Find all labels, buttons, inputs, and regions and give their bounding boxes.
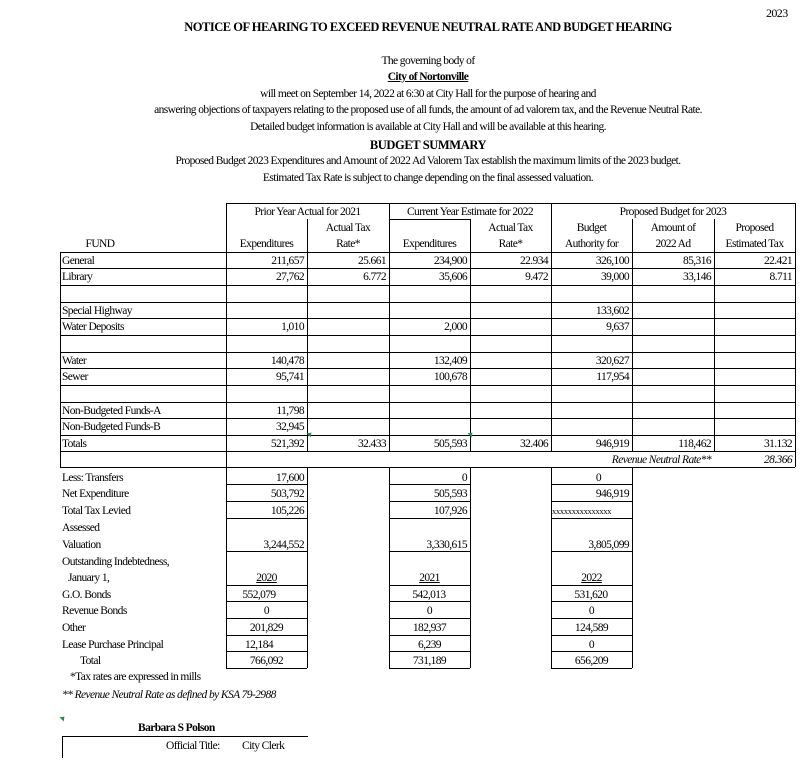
revenue-bonds-cur: 0 bbox=[426, 605, 433, 617]
fund-label-totals: Totals bbox=[62, 438, 87, 450]
label-assessed: Assessed bbox=[62, 522, 100, 534]
header-budget-1: Budget bbox=[576, 222, 607, 234]
january-budget-year: 2022 bbox=[581, 572, 602, 584]
total-cur: 731,189 bbox=[412, 655, 447, 667]
water-deposits-prior-exp: 1,010 bbox=[281, 321, 304, 333]
label-go-bonds: G.O. Bonds bbox=[62, 589, 111, 601]
sewer-cur-exp: 100,678 bbox=[433, 371, 467, 383]
year-corner: 2023 bbox=[766, 6, 788, 20]
january-prior-year: 2020 bbox=[256, 572, 277, 584]
label-net-expenditure: Net Expenditure bbox=[62, 488, 129, 500]
fund-label-water: Water bbox=[62, 355, 87, 367]
other-budget: 124,589 bbox=[574, 622, 609, 634]
january-cur-year: 2021 bbox=[419, 572, 440, 584]
official-title-value: City Clerk bbox=[242, 740, 285, 752]
sewer-prior-exp: 95,741 bbox=[275, 371, 304, 383]
fund-label-non-budgeted-b: Non-Budgeted Funds-B bbox=[62, 421, 161, 433]
valuation-budget: 3,805,099 bbox=[588, 539, 629, 551]
fund-label-special-highway: Special Highway bbox=[62, 305, 132, 317]
valuation-cur: 3,330,615 bbox=[426, 539, 467, 551]
fund-label-library: Library bbox=[62, 271, 93, 283]
header-fund: FUND bbox=[85, 238, 115, 250]
intro-line-4: answering objections of taxpayers relating to the proposed use of all funds, the amount of ad valorem tax, and the Revenue Neutral Rate. bbox=[154, 104, 702, 116]
library-prior-rate: 6.772 bbox=[363, 271, 386, 283]
net-exp-prior: 503,792 bbox=[270, 488, 304, 500]
general-cur-exp: 234,900 bbox=[433, 255, 467, 267]
header-amount-2: 2022 Ad bbox=[655, 238, 691, 250]
totals-amount: 118,462 bbox=[678, 438, 711, 450]
header-current-rate-2: Rate* bbox=[498, 238, 523, 250]
valuation-prior: 3,244,552 bbox=[263, 539, 304, 551]
totals-cur-rate: 32.406 bbox=[519, 438, 548, 450]
header-current-rate-1: Actual Tax bbox=[488, 222, 533, 234]
label-january: January 1, bbox=[68, 572, 110, 584]
general-prior-exp: 211,657 bbox=[271, 255, 304, 267]
nbfa-prior-exp: 11,798 bbox=[276, 405, 304, 417]
totals-prior-rate: 32.433 bbox=[357, 438, 386, 450]
label-valuation: Valuation bbox=[62, 539, 101, 551]
label-total: Total bbox=[80, 655, 101, 667]
fund-label-sewer: Sewer bbox=[62, 371, 88, 383]
revenue-neutral-rate-label: Revenue Neutral Rate** bbox=[611, 454, 711, 466]
label-lease-purchase-principal: Lease Purchase Principal bbox=[62, 639, 164, 651]
label-other: Other bbox=[62, 622, 86, 634]
header-current-year: Current Year Estimate for 2022 bbox=[406, 206, 534, 218]
intro-line-5: Detailed budget information is available at City Hall and will be available at this hearing. bbox=[250, 121, 606, 133]
fund-label-water-deposits: Water Deposits bbox=[62, 321, 124, 333]
total-prior: 766,092 bbox=[249, 655, 284, 667]
net-exp-cur: 505,593 bbox=[433, 488, 467, 500]
header-estimated-1: Proposed bbox=[735, 222, 774, 234]
special-highway-budget: 133,602 bbox=[595, 305, 629, 317]
header-proposed-budget: Proposed Budget for 2023 bbox=[619, 206, 727, 218]
revenue-bonds-budget: 0 bbox=[588, 605, 595, 617]
intro-city: City of Nortonville bbox=[387, 71, 469, 83]
header-prior-rate-2: Rate* bbox=[336, 238, 360, 250]
label-outstanding-indebtedness: Outstanding Indebtedness, bbox=[62, 556, 170, 568]
total-tax-cur: 107,926 bbox=[433, 505, 467, 517]
totals-budget: 946,919 bbox=[595, 438, 629, 450]
intro-line-3: will meet on September 14, 2022 at 6:30 at City Hall for the purpose of hearing and bbox=[260, 88, 596, 100]
cell-flag-icon bbox=[59, 714, 66, 721]
net-exp-budget: 946,919 bbox=[595, 488, 629, 500]
general-prior-rate: 25.661 bbox=[357, 255, 386, 267]
fund-label-non-budgeted-a: Non-Budgeted Funds-A bbox=[62, 405, 161, 417]
header-prior-year: Prior Year Actual for 2021 bbox=[254, 206, 361, 218]
general-cur-rate: 22.934 bbox=[519, 255, 548, 267]
library-est: 8.711 bbox=[769, 271, 792, 283]
summary-line-2: Estimated Tax Rate is subject to change depending on the final assessed valuation. bbox=[262, 172, 594, 184]
label-total-tax-levied: Total Tax Levied bbox=[62, 505, 131, 517]
water-budget: 320,627 bbox=[595, 355, 629, 367]
total-tax-budget: xxxxxxxxxxxxxxx bbox=[552, 506, 612, 516]
other-prior: 201,829 bbox=[249, 622, 284, 634]
other-cur: 182,937 bbox=[412, 622, 447, 634]
library-prior-exp: 27,762 bbox=[275, 271, 304, 283]
official-title-label: Official Title: bbox=[166, 740, 220, 752]
header-prior-rate-1: Actual Tax bbox=[325, 222, 371, 234]
summary-line-1: Proposed Budget 2023 Expenditures and Amount of 2022 Ad Valorem Tax establish the maximum limits of the 2023 budget. bbox=[175, 155, 681, 167]
less-transfers-prior: 17,600 bbox=[275, 472, 304, 484]
total-tax-prior: 105,226 bbox=[270, 505, 304, 517]
water-deposits-cur-exp: 2,000 bbox=[444, 321, 467, 333]
fund-label-general: General bbox=[62, 255, 95, 267]
lease-budget: 0 bbox=[588, 639, 595, 651]
library-amount: 33,146 bbox=[682, 271, 711, 283]
go-bonds-budget: 531,620 bbox=[574, 589, 608, 601]
totals-cur-exp: 505,593 bbox=[433, 438, 467, 450]
lease-prior: 12,184 bbox=[244, 639, 274, 651]
totals-est: 31.132 bbox=[763, 438, 792, 450]
water-cur-exp: 132,409 bbox=[433, 355, 467, 367]
library-cur-rate: 9.472 bbox=[525, 271, 548, 283]
totals-prior-exp: 521,392 bbox=[270, 438, 304, 450]
revenue-bonds-prior: 0 bbox=[263, 605, 270, 617]
footnote-revenue-neutral-rate: ** Revenue Neutral Rate as defined by KSA 79-2988 bbox=[62, 689, 276, 701]
go-bonds-cur: 542,013 bbox=[412, 589, 446, 601]
general-amount: 85,316 bbox=[682, 255, 711, 267]
header-current-expenditures: Expenditures bbox=[402, 238, 457, 250]
general-est: 22.421 bbox=[763, 255, 792, 267]
header-estimated-2: Estimated Tax bbox=[725, 238, 784, 250]
nbfb-prior-exp: 32,945 bbox=[275, 421, 304, 433]
less-transfers-budget: 0 bbox=[595, 472, 601, 484]
water-prior-exp: 140,478 bbox=[270, 355, 304, 367]
header-budget-2: Authority for bbox=[564, 238, 619, 250]
lease-cur: 6,239 bbox=[418, 639, 441, 651]
library-cur-exp: 35,606 bbox=[438, 271, 467, 283]
label-less-transfers: Less: Transfers bbox=[62, 472, 123, 484]
water-deposits-budget: 9,637 bbox=[606, 321, 629, 333]
general-budget: 326,100 bbox=[595, 255, 629, 267]
summary-title: BUDGET SUMMARY bbox=[369, 138, 487, 152]
intro-line-1: The governing body of bbox=[381, 55, 475, 67]
header-prior-expenditures: Expenditures bbox=[239, 238, 294, 250]
label-revenue-bonds: Revenue Bonds bbox=[62, 605, 127, 617]
total-budget: 656,209 bbox=[574, 655, 609, 667]
sewer-budget: 117,954 bbox=[596, 371, 629, 383]
signature-name: Barbara S Polson bbox=[138, 722, 215, 734]
revenue-neutral-rate-value: 28.366 bbox=[763, 454, 792, 466]
library-budget: 39,000 bbox=[600, 271, 629, 283]
less-transfers-cur: 0 bbox=[461, 472, 467, 484]
page-title: NOTICE OF HEARING TO EXCEED REVENUE NEUTRAL RATE AND BUDGET HEARING bbox=[184, 20, 672, 34]
go-bonds-prior: 552,079 bbox=[242, 589, 276, 601]
footnote-mills: *Tax rates are expressed in mills bbox=[70, 671, 201, 683]
header-amount-1: Amount of bbox=[650, 222, 696, 234]
